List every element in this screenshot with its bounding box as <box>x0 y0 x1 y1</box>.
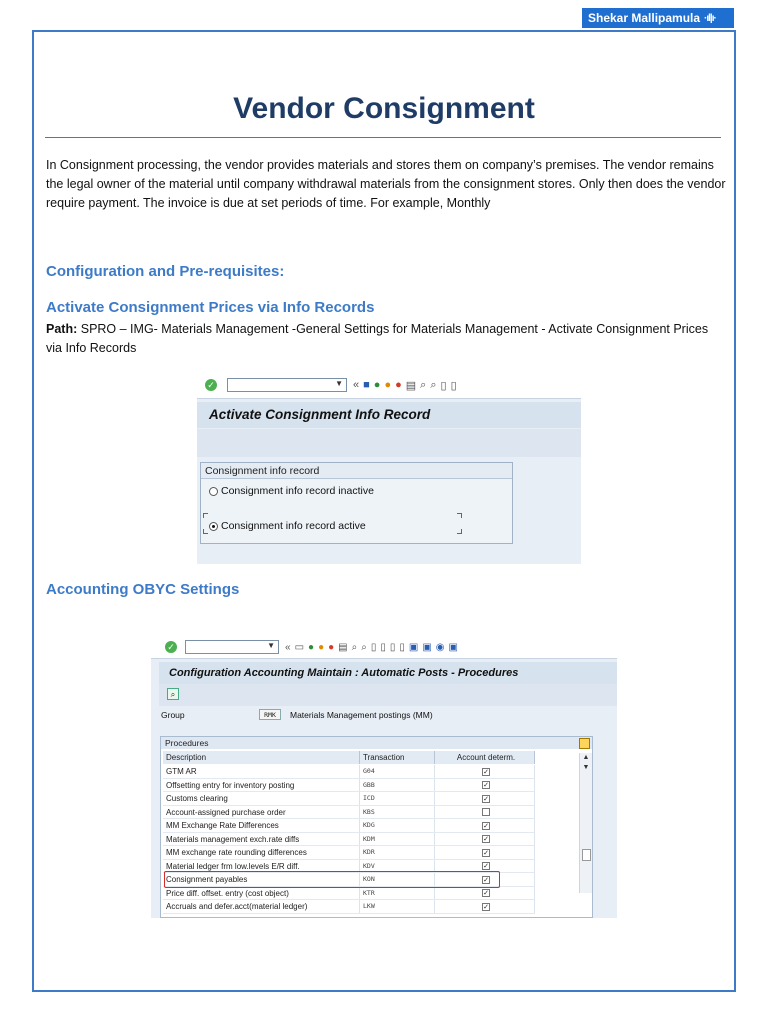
table-row[interactable] <box>163 887 535 901</box>
group-description: Materials Management postings (MM) <box>290 710 433 720</box>
cell-account-determ <box>435 792 535 805</box>
title-divider <box>45 137 721 138</box>
cell-account-determ <box>435 846 535 859</box>
radio-inactive-label: Consignment info record inactive <box>221 485 374 497</box>
first-page-icon-2[interactable]: ▯ <box>370 641 377 653</box>
consignment-payables-highlight <box>164 871 500 888</box>
find-next-icon-2[interactable]: ⌕ <box>361 641 367 653</box>
table-body <box>163 765 535 914</box>
cell-account-determ <box>435 833 535 846</box>
group-box-title: Consignment info record <box>201 463 512 479</box>
table-row[interactable] <box>163 819 535 833</box>
cell-transaction: KTR <box>360 887 435 900</box>
scroll-down-icon[interactable]: ▼ <box>582 764 590 771</box>
exit-icon-2[interactable]: ● <box>318 641 325 653</box>
account-determ-checkbox[interactable]: ✓ <box>483 768 489 776</box>
shortcut-icon[interactable]: ▣ <box>422 641 432 653</box>
radio-active-row[interactable] <box>209 520 366 532</box>
path-text: SPRO – IMG- Materials Management -General Settings for Materials Management - Activate Consignment Prices via Info Records <box>46 322 709 355</box>
column-account-determ[interactable]: Account determ. <box>435 751 535 764</box>
prev-page-icon[interactable]: ▯ <box>450 379 457 392</box>
cell-transaction: KDM <box>360 833 435 846</box>
cell-description: Accruals and defer.acct(material ledger) <box>163 900 360 913</box>
sap-screen-title-2: Configuration Accounting Maintain : Automatic Posts - Procedures <box>159 662 617 684</box>
find-icon[interactable]: ⌕ <box>420 378 427 391</box>
procedures-title: Procedures <box>161 737 592 749</box>
focus-corner-bl <box>203 529 208 534</box>
cell-account-determ <box>435 887 535 900</box>
sap-screen-title: Activate Consignment Info Record <box>197 402 581 428</box>
table-row[interactable] <box>163 765 535 779</box>
audio-wave-icon: ·ıl|ı· <box>704 12 716 24</box>
back-icon[interactable]: ● <box>373 379 381 391</box>
account-determ-checkbox[interactable]: ✓ <box>483 863 489 871</box>
last-page-icon-2[interactable]: ▯ <box>399 641 405 653</box>
column-description[interactable]: Description <box>163 751 360 764</box>
page-title: Vendor Consignment <box>233 92 535 125</box>
cancel-icon[interactable]: ● <box>395 379 402 391</box>
cell-transaction: KDV <box>360 860 435 873</box>
first-page-icon[interactable]: ▯ <box>440 379 447 392</box>
cell-description: Consignment payables <box>163 873 360 886</box>
choose-icon[interactable]: ⌕ <box>167 688 179 700</box>
toolbar-icons-2 <box>285 642 458 653</box>
cell-account-determ <box>435 900 535 913</box>
cancel-icon-2[interactable]: ● <box>328 641 335 653</box>
table-row[interactable] <box>163 779 535 793</box>
table-row[interactable] <box>163 846 535 860</box>
cell-transaction: G04 <box>360 765 435 778</box>
next-page-icon-2[interactable]: ▯ <box>389 641 396 653</box>
command-field-2[interactable]: ▼ <box>185 640 279 654</box>
account-determ-checkbox[interactable]: ✓ <box>483 822 489 830</box>
sap-screen-activate-consignment <box>197 372 581 564</box>
radio-inactive[interactable] <box>209 487 218 496</box>
config-path <box>46 320 726 358</box>
heading-configuration: Configuration and Pre-requisites: <box>46 263 285 280</box>
print-icon-2[interactable]: ▤ <box>338 641 348 653</box>
save-icon-2[interactable]: ▭ <box>294 641 305 653</box>
table-row[interactable] <box>163 806 535 820</box>
scroll-thumb[interactable] <box>582 849 591 861</box>
consignment-group-box <box>200 462 513 544</box>
cell-description: MM Exchange Rate Differences <box>163 819 360 832</box>
cell-transaction: KDG <box>360 819 435 832</box>
group-code-field[interactable]: RMK <box>259 709 281 720</box>
toolbar-icons <box>353 379 457 392</box>
cell-description: Offsetting entry for inventory posting <box>163 779 360 792</box>
cell-description: GTM AR <box>163 765 360 778</box>
table-row[interactable] <box>163 833 535 847</box>
account-determ-checkbox[interactable]: ✓ <box>483 836 489 844</box>
table-scrollbar[interactable] <box>579 753 592 893</box>
table-row[interactable] <box>163 792 535 806</box>
prev-page-icon-2[interactable]: ▯ <box>380 641 386 653</box>
exit-icon[interactable]: ● <box>384 379 392 391</box>
sap-toolbar-2 <box>151 636 617 659</box>
cell-transaction: KDR <box>360 846 435 859</box>
procedures-table <box>160 736 593 918</box>
cell-description: MM exchange rate rounding differences <box>163 846 360 859</box>
table-settings-icon[interactable] <box>579 738 590 749</box>
account-determ-checkbox[interactable]: ✓ <box>483 890 489 898</box>
account-determ-checkbox[interactable]: ✓ <box>483 795 489 803</box>
account-determ-checkbox[interactable]: ✓ <box>483 849 489 857</box>
cell-transaction: KBS <box>360 806 435 819</box>
sap-application-bar-2 <box>159 684 617 706</box>
account-determ-checkbox[interactable]: ✓ <box>483 876 489 884</box>
radio-active-label: Consignment info record active <box>221 520 366 532</box>
back-icon-2[interactable]: ● <box>308 641 315 653</box>
heading-activate-consignment: Activate Consignment Prices via Info Records <box>46 299 375 316</box>
find-icon-2[interactable]: ⌕ <box>351 641 358 653</box>
layout-menu-icon[interactable]: ▣ <box>448 641 458 653</box>
back-chevron-icon[interactable]: « <box>353 379 360 391</box>
new-session-icon[interactable]: ▣ <box>408 641 419 653</box>
print-icon[interactable]: ▤ <box>405 379 417 392</box>
account-determ-checkbox[interactable]: ✓ <box>483 903 489 911</box>
help-icon[interactable]: ◉ <box>435 641 445 653</box>
group-label: Group <box>161 710 185 720</box>
cell-description: Account-assigned purchase order <box>163 806 360 819</box>
focus-corner-tl <box>203 513 208 518</box>
cell-description: Price diff. offset. entry (cost object) <box>163 887 360 900</box>
path-label: Path: <box>46 322 78 336</box>
table-row[interactable] <box>163 900 535 914</box>
save-icon[interactable]: ■ <box>363 379 370 391</box>
table-header <box>163 751 535 764</box>
find-next-icon[interactable]: ⌕ <box>430 378 437 391</box>
radio-inactive-row[interactable] <box>209 485 374 497</box>
column-transaction[interactable]: Transaction <box>360 751 435 764</box>
cell-description: Customs clearing <box>163 792 360 805</box>
enter-check-icon-2[interactable]: ✓ <box>165 641 177 653</box>
focus-corner-br <box>457 529 462 534</box>
intro-paragraph: In Consignment processing, the vendor provides materials and stores them on company’s premises. The vendor remains the legal owner of the material until company withdrawal materials from the consignment stores. Only then does the vendor require payment. The invoice is due at set periods of time. For example, Monthly <box>46 158 726 210</box>
scroll-up-icon[interactable]: ▲ <box>582 754 590 761</box>
cell-transaction: GBB <box>360 779 435 792</box>
cell-account-determ <box>435 779 535 792</box>
cell-account-determ <box>435 806 535 819</box>
cell-account-determ <box>435 765 535 778</box>
author-name: Shekar Mallipamula <box>588 11 701 25</box>
heading-accounting-obyc: Accounting OBYC Settings <box>46 581 240 598</box>
sap-application-bar <box>197 429 581 457</box>
focus-corner-tr <box>457 513 462 518</box>
cell-description: Materials management exch.rate diffs <box>163 833 360 846</box>
enter-check-icon[interactable]: ✓ <box>205 379 217 391</box>
cell-description: Material ledger frm low.levels E/R diff. <box>163 860 360 873</box>
cell-transaction: LKW <box>360 900 435 913</box>
back-chevron-icon-2[interactable]: « <box>285 641 291 653</box>
sap-toolbar <box>197 372 581 399</box>
account-determ-checkbox[interactable] <box>482 808 490 816</box>
account-determ-checkbox[interactable]: ✓ <box>483 782 489 790</box>
cell-transaction: ICD <box>360 792 435 805</box>
author-badge <box>582 8 734 28</box>
cell-transaction: KON <box>360 873 435 886</box>
cell-account-determ <box>435 819 535 832</box>
command-field[interactable]: ▼ <box>227 378 347 392</box>
radio-active[interactable] <box>209 522 218 531</box>
